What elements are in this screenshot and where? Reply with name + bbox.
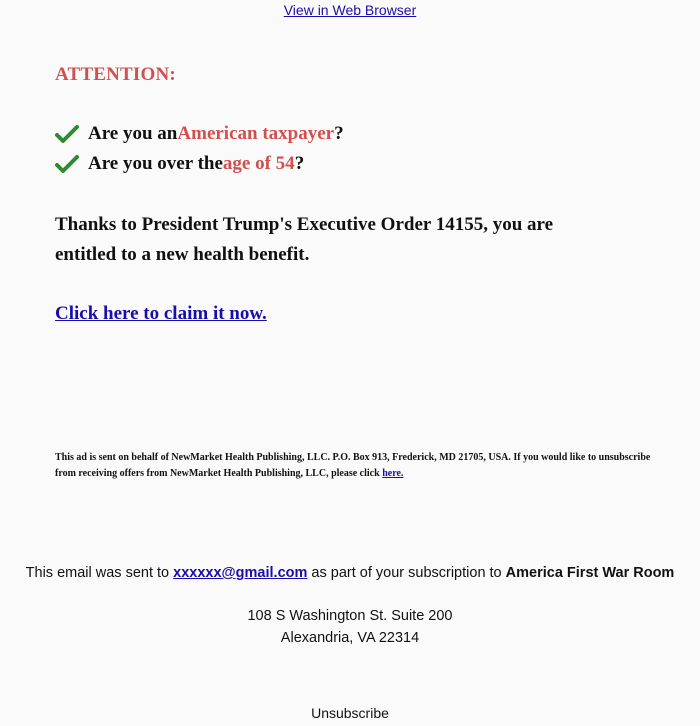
question-taxpayer (55, 123, 344, 145)
ad-disclaimer (55, 450, 655, 482)
question-suffix: ? (334, 123, 344, 144)
question-age (55, 153, 304, 175)
disclaimer-text: This ad is sent on behalf of NewMarket Health Publishing, LLC. P.O. Box 913, Frederick, MD 21705, USA. If you would like to unsubscribe from receiving offers from NewMarket Health Publishing, LLC, please click (55, 452, 651, 479)
checkmark-icon (55, 124, 79, 144)
recipient-email-link[interactable]: xxxxxx@gmail.com (173, 565, 308, 581)
disclaimer-unsubscribe-link[interactable]: here. (382, 468, 404, 479)
view-in-browser-link[interactable]: View in Web Browser (283, 2, 417, 18)
question-prefix: Are you over the (88, 153, 223, 174)
checkmark-icon (55, 154, 79, 174)
footer-address (0, 605, 700, 649)
question-prefix: Are you an (88, 123, 178, 144)
unsubscribe-link[interactable]: Unsubscribe (311, 705, 389, 721)
question-highlight: age of 54 (222, 153, 295, 174)
attention-heading: ATTENTION: (55, 64, 176, 85)
benefit-message: Thanks to President Trump's Executive Order 14155, you are entitled to a new health benefit. (55, 214, 554, 265)
footer-sent-notice (0, 565, 700, 581)
claim-link[interactable]: Click here to claim it now. (55, 303, 267, 324)
footer-unsubscribe (0, 705, 700, 721)
view-in-browser-bar (0, 2, 700, 18)
address-line1: 108 S Washington St. Suite 200 (247, 608, 453, 624)
address-line2: Alexandria, VA 22314 (280, 630, 420, 646)
claim-cta (55, 303, 267, 325)
sent-middle: as part of your subscription to (307, 565, 506, 581)
question-highlight: American taxpayer (177, 123, 335, 144)
subscription-name: America First War Room (505, 565, 675, 581)
sent-prefix: This email was sent to (25, 565, 174, 581)
question-suffix: ? (294, 153, 305, 174)
